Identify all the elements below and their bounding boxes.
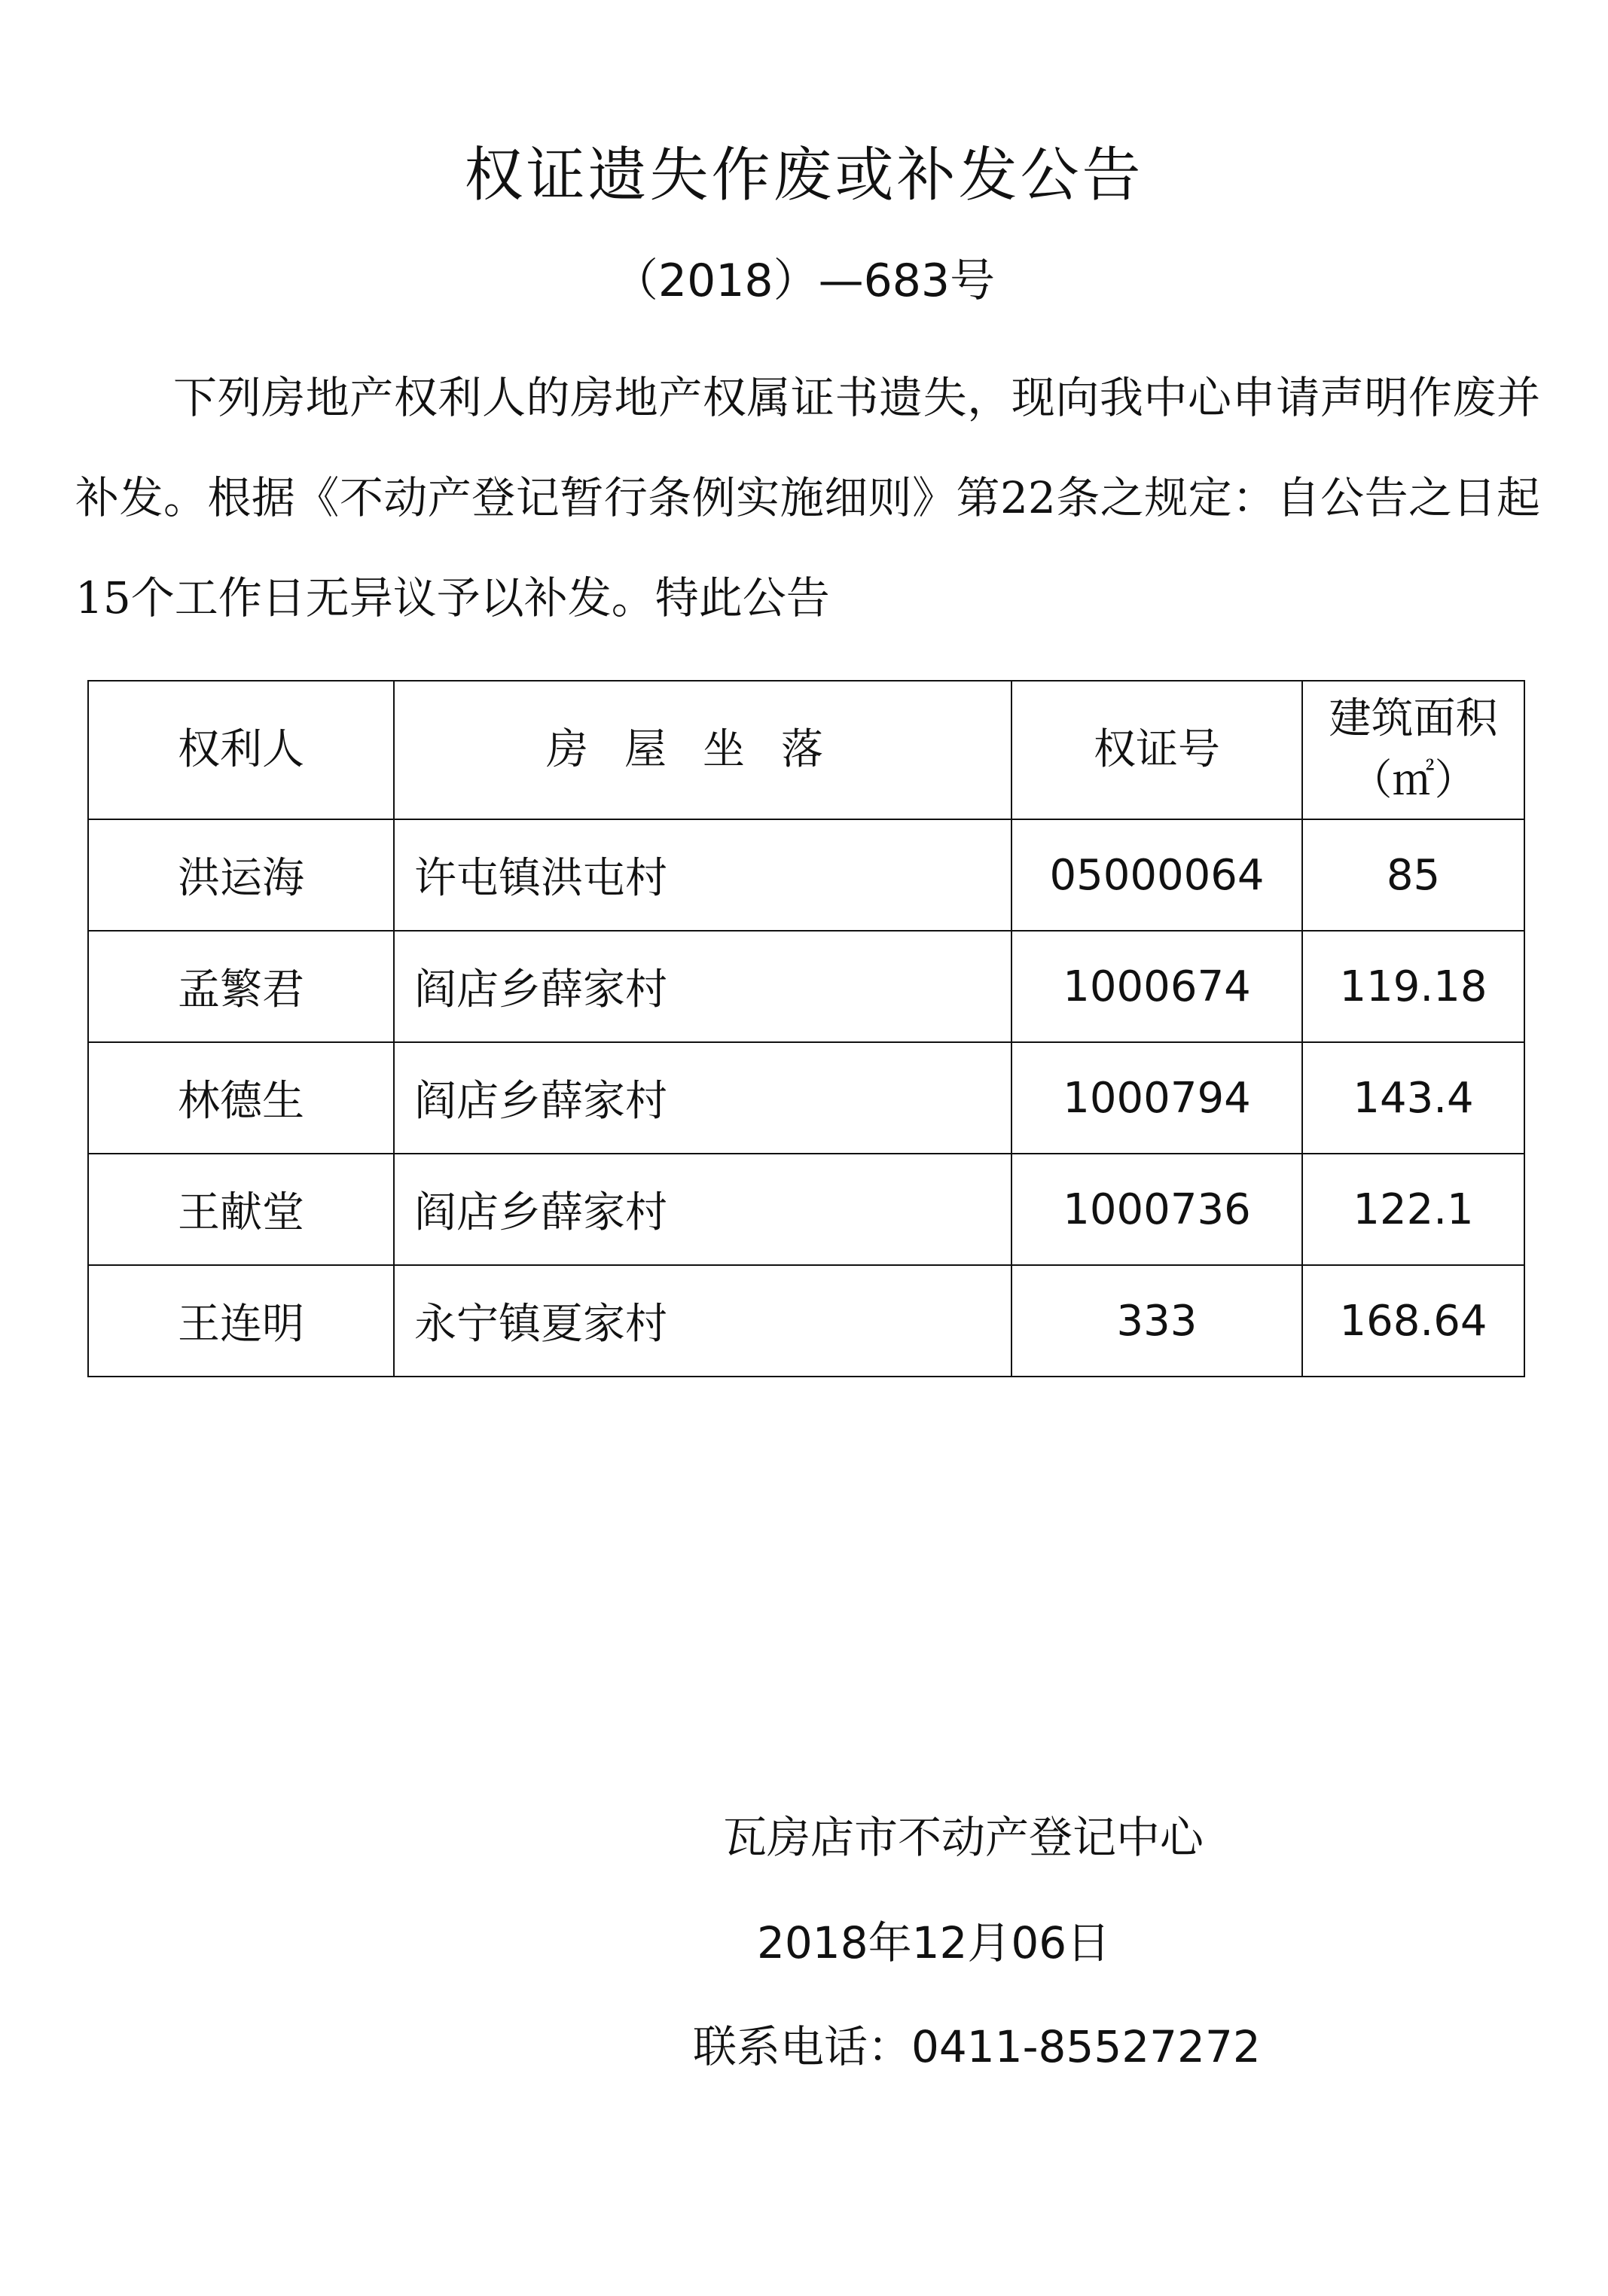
cell-holder: 林德生	[88, 1042, 394, 1154]
header-area-unit: （㎡）	[1350, 756, 1477, 805]
header-location-label: 房屋坐落	[546, 725, 859, 774]
header-location	[394, 681, 1011, 819]
cell-location: 阎店乡薛家村	[394, 1042, 1011, 1154]
table-row	[88, 931, 1524, 1042]
cell-location: 许屯镇洪屯村	[394, 819, 1011, 931]
cell-cert-no: 1000674	[1011, 931, 1302, 1042]
cell-cert-no: 05000064	[1011, 819, 1302, 931]
cell-cert-no: 333	[1011, 1265, 1302, 1377]
cell-location: 阎店乡薛家村	[394, 931, 1011, 1042]
table-row	[88, 1265, 1524, 1377]
document-number: （2018）—683号	[612, 255, 996, 307]
cell-holder: 洪运海	[88, 819, 394, 931]
header-cert-no: 权证号	[1011, 681, 1302, 819]
table-row	[88, 1042, 1524, 1154]
header-area-label: 建筑面积	[1329, 694, 1498, 743]
contact-phone: 联系电话：0411-85527272	[693, 2021, 1261, 2072]
cell-cert-no: 1000794	[1011, 1042, 1302, 1154]
cell-area: 85	[1302, 819, 1524, 931]
table-row	[88, 819, 1524, 931]
cell-area: 119.18	[1302, 931, 1524, 1042]
cell-holder: 王献堂	[88, 1154, 394, 1265]
issuing-organization: 瓦房店市不动产登记中心	[723, 1812, 1204, 1863]
cell-holder: 王连明	[88, 1265, 394, 1377]
issue-date: 2018年12月06日	[757, 1917, 1111, 1968]
table-row	[88, 1154, 1524, 1265]
table-header-row	[88, 681, 1524, 819]
certificate-table	[87, 680, 1525, 1377]
cell-area: 122.1	[1302, 1154, 1524, 1265]
header-holder: 权利人	[88, 681, 394, 819]
announcement-body: 下列房地产权利人的房地产权属证书遗失，现向我中心申请声明作废并补发。根据《不动产登记暂行条例实施细则》第22条之规定：自公告之日起15个工作日无异议予以补发。特此公告	[75, 372, 1540, 624]
cell-holder: 孟繁君	[88, 931, 394, 1042]
cell-location: 阎店乡薛家村	[394, 1154, 1011, 1265]
cell-area: 168.64	[1302, 1265, 1524, 1377]
cell-location: 永宁镇夏家村	[394, 1265, 1011, 1377]
page-title: 权证遗失作废或补发公告	[464, 142, 1144, 209]
cell-area: 143.4	[1302, 1042, 1524, 1154]
header-area	[1302, 681, 1524, 819]
cell-cert-no: 1000736	[1011, 1154, 1302, 1265]
